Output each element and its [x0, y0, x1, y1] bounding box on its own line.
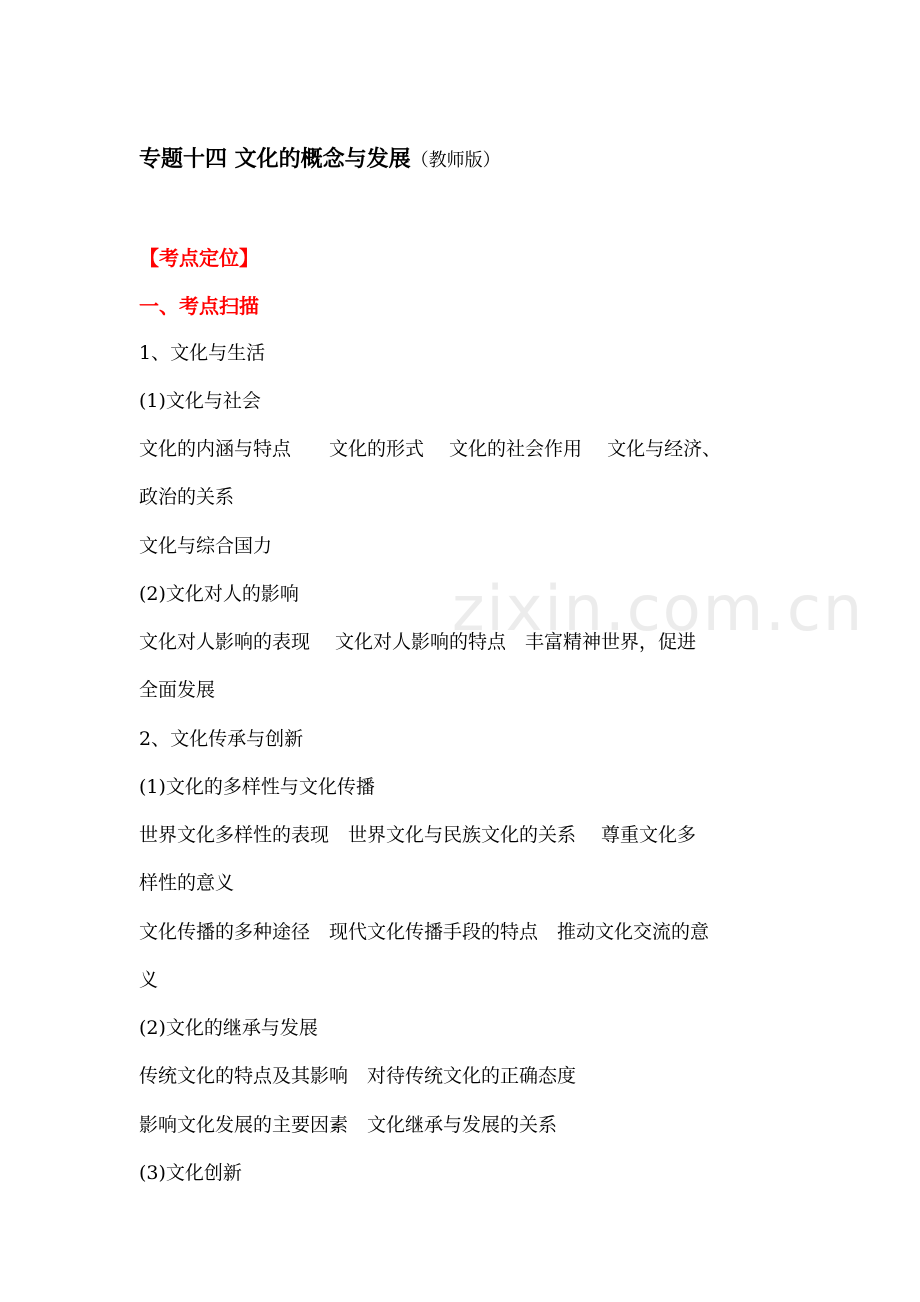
body-line: (3)文化创新: [139, 1162, 242, 1184]
body-line: 影响文化发展的主要因素 文化继承与发展的关系: [139, 1114, 558, 1136]
title-main: 专题十四 文化的概念与发展: [139, 147, 411, 172]
body-line: (1)文化与社会: [139, 390, 261, 412]
body-line: 样性的意义: [139, 872, 235, 894]
body-line: 文化与综合国力: [139, 535, 273, 557]
body-line: (2)文化的继承与发展: [139, 1017, 318, 1039]
watermark: zixin.com.cn: [452, 572, 865, 645]
body-line: 文化对人影响的表现 文化对人影响的特点 丰富精神世界，促进: [139, 631, 697, 653]
section-heading-scan: 一、考点扫描: [139, 294, 259, 318]
body-line: (1)文化的多样性与文化传播: [139, 776, 375, 798]
body-line: 文化传播的多种途径 现代文化传播手段的特点 推动文化交流的意: [139, 921, 710, 943]
body-line: 全面发展: [139, 679, 216, 701]
body-line: 1、文化与生活: [139, 342, 266, 364]
section-heading-locate: 【考点定位】: [139, 246, 259, 270]
body-line: 世界文化多样性的表现 世界文化与民族文化的关系 尊重文化多: [139, 824, 697, 846]
title-subtitle: （教师版）: [410, 150, 501, 171]
body-line: 政治的关系: [139, 486, 235, 508]
body-line: (2)文化对人的影响: [139, 583, 299, 605]
body-line: 传统文化的特点及其影响 对待传统文化的正确态度: [139, 1065, 577, 1087]
body-line: 义: [139, 969, 159, 991]
page-title: [139, 142, 501, 173]
body-line: 文化的内涵与特点 文化的形式 文化的社会作用 文化与经济、: [139, 438, 722, 460]
body-line: 2、文化传承与创新: [139, 728, 304, 750]
